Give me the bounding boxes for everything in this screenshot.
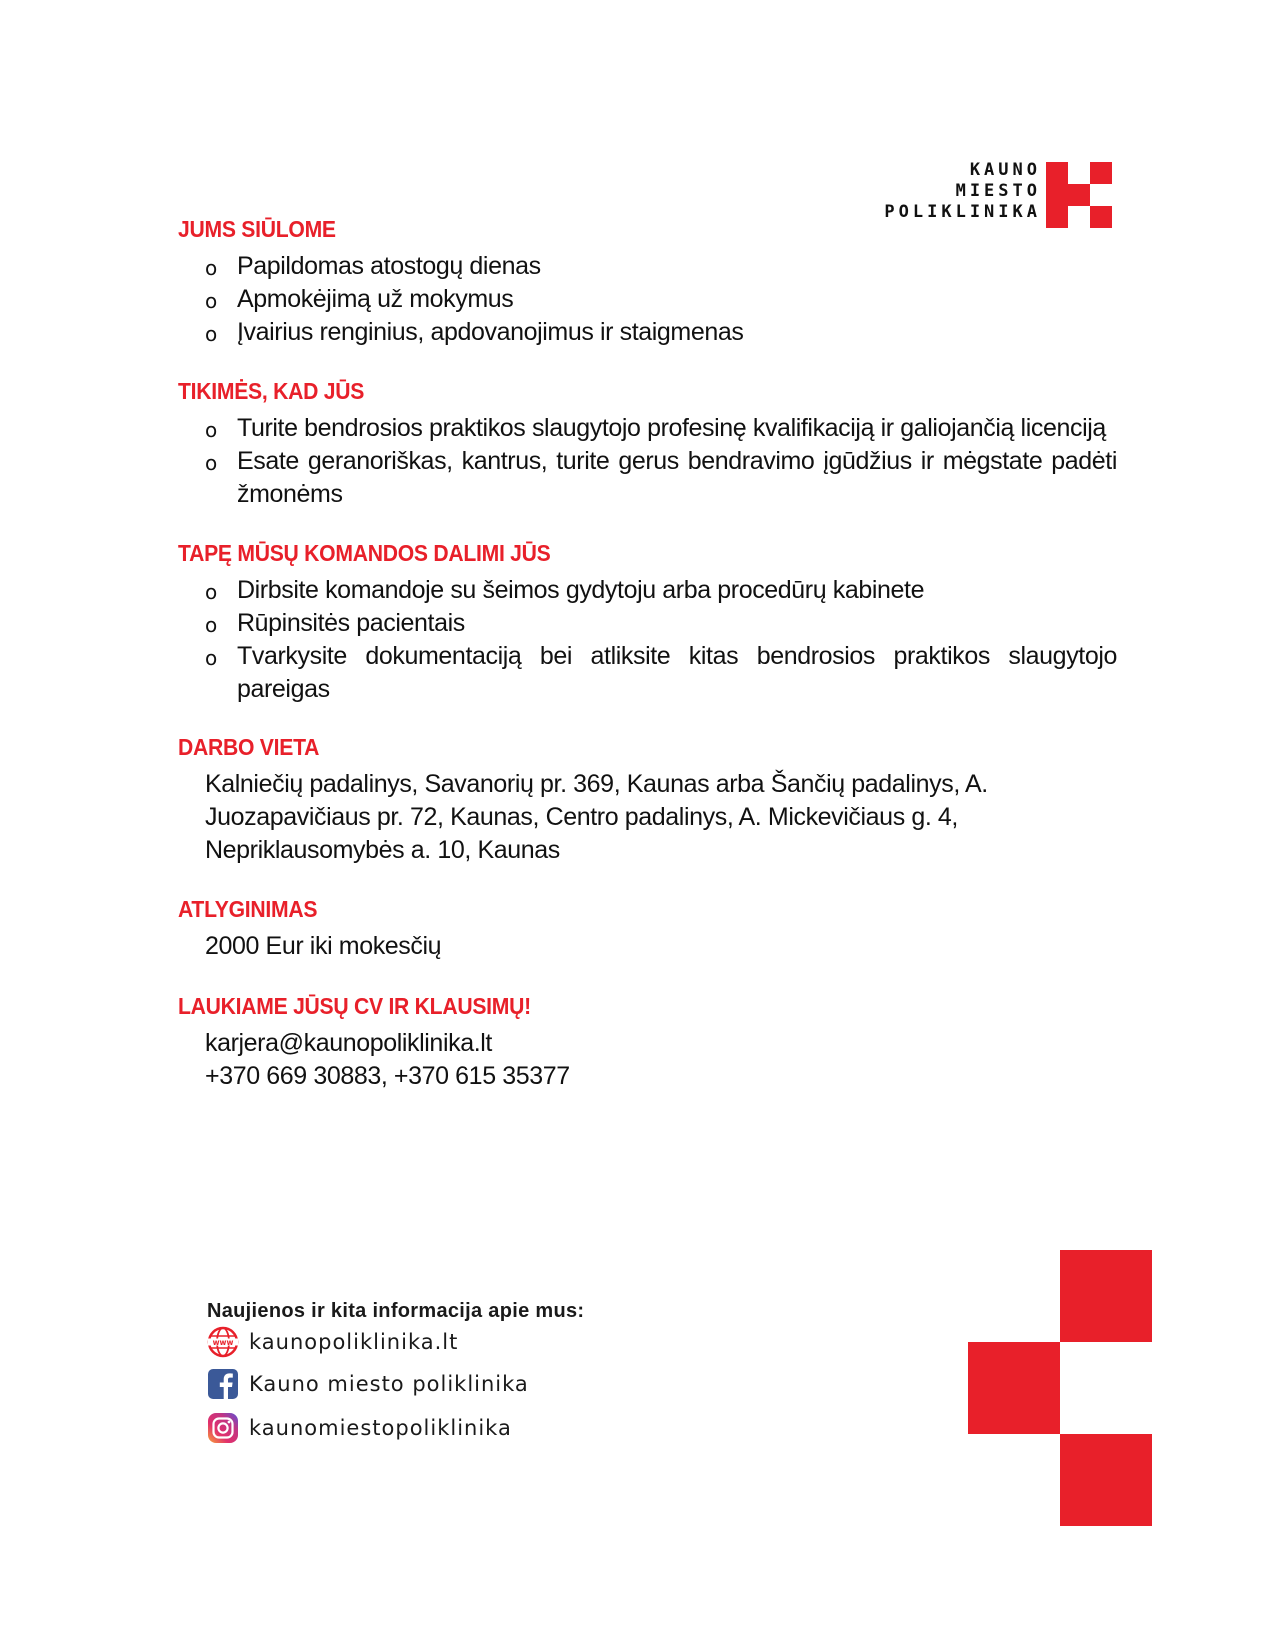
deco-square — [1060, 1250, 1152, 1342]
list-item: o Esate geranoriškas, kantrus, turite gerus bendravimo įgūdžius ir mėgstate padėti žmonėms — [205, 447, 1117, 508]
offer-list — [205, 250, 1117, 349]
website-link[interactable]: www kaunopoliklinika.lt — [207, 1324, 458, 1360]
contact-heading: LAUKIAME JŪSŲ CV IR KLAUSIMŲ! — [178, 993, 531, 1019]
deco-square — [1060, 1434, 1152, 1526]
logo-line-1: KAUNO — [969, 160, 1041, 180]
bullet-icon: o — [205, 646, 217, 670]
list-item: o Dirbsite komandoje su šeimos gydytoju arba procedūrų kabinete — [205, 574, 1117, 607]
contact-details — [205, 1027, 1025, 1093]
logo-line-3: POLIKLINIKA — [884, 202, 1041, 222]
facebook-link[interactable]: Kauno miesto poliklinika — [207, 1366, 529, 1402]
list-item: o Papildomas atostogų dienas — [205, 250, 1117, 283]
bullet-icon: o — [205, 451, 217, 475]
deco-square — [968, 1342, 1060, 1434]
salary-value: 2000 Eur iki mokesčių — [205, 932, 442, 960]
footer-title: Naujienos ir kita informacija apie mus: — [207, 1300, 585, 1322]
globe-www-icon — [207, 1326, 239, 1358]
logo-mark-icon — [1046, 162, 1112, 228]
bullet-icon: o — [205, 613, 217, 637]
bullet-icon: o — [205, 322, 217, 346]
contact-phones[interactable]: +370 669 30883, +370 615 35377 — [205, 1062, 570, 1090]
svg-text:www: www — [212, 1338, 234, 1347]
duties-list — [205, 574, 1117, 706]
instagram-icon — [207, 1412, 239, 1444]
logo-wordmark — [884, 160, 1041, 223]
workplace-heading: DARBO VIETA — [178, 734, 320, 760]
instagram-link[interactable]: kaunomiestopoliklinika — [207, 1410, 512, 1446]
list-item: o Tvarkysite dokumentaciją bei atliksite kitas bendrosios praktikos slaugytojo pareigas — [205, 642, 1117, 703]
bullet-icon: o — [205, 580, 217, 604]
list-item: o Įvairius renginius, apdovanojimus ir staigmenas — [205, 316, 1117, 349]
expect-list — [205, 412, 1117, 511]
list-item: o Rūpinsitės pacientais — [205, 607, 1117, 640]
contact-email[interactable]: karjera@kaunopoliklinika.lt — [205, 1029, 492, 1057]
logo-line-2: MIESTO — [955, 181, 1041, 201]
bullet-icon: o — [205, 256, 217, 280]
offer-heading: JUMS SIŪLOME — [178, 216, 336, 242]
list-item: o Apmokėjimą už mokymus — [205, 283, 1117, 316]
workplace-address: Kalniečių padalinys, Savanorių pr. 369, Kaunas arba Šančių padalinys, A. Juozapavičiaus pr. 72, Kaunas, Centro padalinys, A. Mickevičiaus g. 4, Nepriklausomybės a. 10, Kaunas — [205, 770, 988, 864]
duties-heading: TAPĘ MŪSŲ KOMANDOS DALIMI JŪS — [178, 540, 551, 566]
expect-heading: TIKIMĖS, KAD JŪS — [178, 378, 365, 404]
list-item: o Turite bendrosios praktikos slaugytojo profesinę kvalifikaciją ir galiojančią licenciją — [205, 412, 1117, 445]
bullet-icon: o — [205, 289, 217, 313]
facebook-icon — [207, 1368, 239, 1400]
bullet-icon: o — [205, 418, 217, 442]
salary-heading: ATLYGINIMAS — [178, 896, 318, 922]
brand-logo — [884, 160, 1114, 228]
